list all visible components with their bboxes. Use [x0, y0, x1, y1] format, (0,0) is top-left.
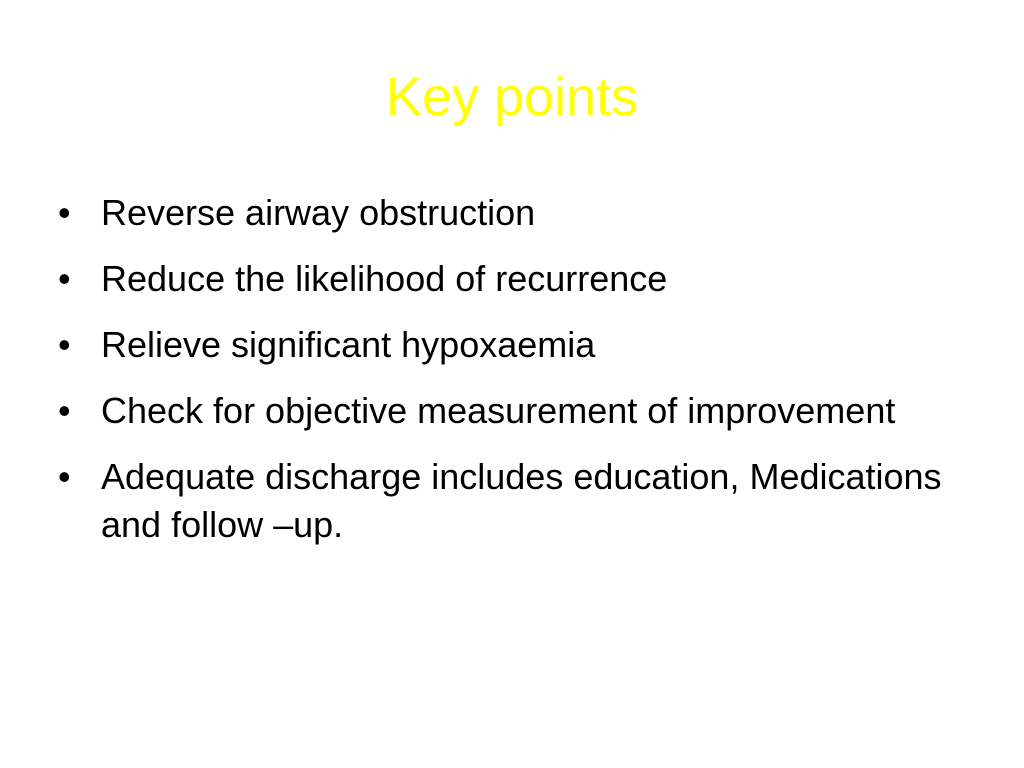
bullet-text: Check for objective measurement of improvement [101, 390, 896, 431]
bullet-text: Reverse airway obstruction [101, 192, 536, 233]
bullet-item [58, 321, 958, 369]
bullet-item [58, 387, 958, 435]
bullet-text: Relieve significant hypoxaemia [101, 324, 596, 365]
slide-title: Key points [385, 67, 639, 127]
bullet-item [58, 255, 958, 303]
bullet-item [58, 453, 958, 549]
bullet-text: Reduce the likelihood of recurrence [101, 258, 668, 299]
bullet-icon: • [58, 390, 71, 431]
bullet-icon: • [58, 258, 71, 299]
bullet-text: Adequate discharge includes education, Medications and follow –up. [101, 456, 942, 545]
bullet-icon: • [58, 324, 71, 365]
bullet-icon: • [58, 192, 71, 233]
bullet-list [58, 189, 958, 567]
bullet-item [58, 189, 958, 237]
bullet-icon: • [58, 456, 71, 497]
